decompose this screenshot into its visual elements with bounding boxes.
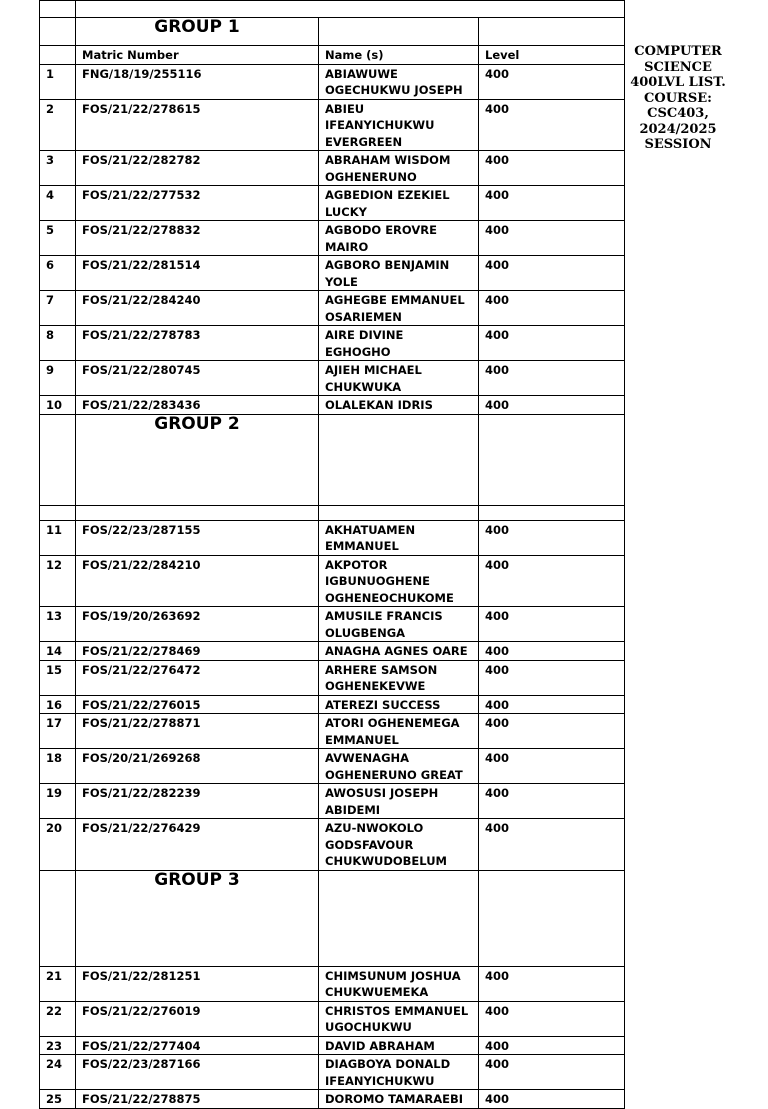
matric-number: FOS/21/22/278832 bbox=[76, 221, 319, 256]
matric-number: FOS/21/22/278615 bbox=[76, 99, 319, 151]
matric-number: FOS/21/22/277404 bbox=[76, 1036, 319, 1055]
student-name: OLALEKAN IDRIS bbox=[319, 396, 479, 415]
table-row bbox=[40, 151, 625, 186]
student-name: CHRISTOS EMMANUEL UGOCHUKWU bbox=[319, 1001, 479, 1036]
table-row bbox=[40, 326, 625, 361]
column-header-row bbox=[40, 46, 625, 65]
level: 400 bbox=[479, 642, 625, 661]
student-name: AGBEDION EZEKIEL LUCKY bbox=[319, 186, 479, 221]
serial-number: 25 bbox=[40, 1090, 76, 1109]
level: 400 bbox=[479, 1090, 625, 1109]
empty-cell bbox=[319, 414, 479, 505]
student-name: ABIEU IFEANYICHUKWU EVERGREEN bbox=[319, 99, 479, 151]
empty-cell bbox=[479, 505, 625, 520]
level: 400 bbox=[479, 1001, 625, 1036]
document-title-note: COMPUTER SCIENCE 400LVL LIST. COURSE: CSC403, 2024/2025 SESSION bbox=[630, 44, 726, 152]
table-row bbox=[40, 784, 625, 819]
serial-number: 19 bbox=[40, 784, 76, 819]
matric-number: FOS/19/20/263692 bbox=[76, 607, 319, 642]
student-name: AJIEH MICHAEL CHUKWUKA bbox=[319, 361, 479, 396]
level: 400 bbox=[479, 64, 625, 99]
level: 400 bbox=[479, 695, 625, 714]
student-name: AKHATUAMEN EMMANUEL bbox=[319, 520, 479, 555]
matric-number: FOS/21/22/280745 bbox=[76, 361, 319, 396]
matric-number: FOS/21/22/277532 bbox=[76, 186, 319, 221]
serial-number: 23 bbox=[40, 1036, 76, 1055]
level: 400 bbox=[479, 784, 625, 819]
matric-number: FOS/21/22/278875 bbox=[76, 1090, 319, 1109]
serial-number: 16 bbox=[40, 695, 76, 714]
empty-cell bbox=[479, 414, 625, 505]
matric-number: FOS/21/22/278783 bbox=[76, 326, 319, 361]
matric-number: FOS/21/22/282239 bbox=[76, 784, 319, 819]
empty-cell bbox=[479, 18, 625, 46]
empty-cell bbox=[76, 1, 625, 18]
empty-cell bbox=[40, 1, 76, 18]
group-title-row bbox=[40, 870, 625, 966]
level: 400 bbox=[479, 186, 625, 221]
serial-number: 4 bbox=[40, 186, 76, 221]
student-name: AMUSILE FRANCIS OLUGBENGA bbox=[319, 607, 479, 642]
matric-number: FOS/20/21/269268 bbox=[76, 749, 319, 784]
level: 400 bbox=[479, 256, 625, 291]
serial-number: 7 bbox=[40, 291, 76, 326]
matric-number: FOS/21/22/276429 bbox=[76, 819, 319, 871]
serial-number: 2 bbox=[40, 99, 76, 151]
table-row bbox=[40, 749, 625, 784]
serial-number: 11 bbox=[40, 520, 76, 555]
serial-number: 24 bbox=[40, 1055, 76, 1090]
level: 400 bbox=[479, 151, 625, 186]
table-row bbox=[40, 966, 625, 1001]
student-name: AGHEGBE EMMANUEL OSARIEMEN bbox=[319, 291, 479, 326]
table-row bbox=[40, 714, 625, 749]
table-row bbox=[40, 256, 625, 291]
student-list-table bbox=[39, 0, 625, 1109]
serial-number: 8 bbox=[40, 326, 76, 361]
matric-number: FOS/21/22/278871 bbox=[76, 714, 319, 749]
student-name: ATORI OGHENEMEGA EMMANUEL bbox=[319, 714, 479, 749]
level: 400 bbox=[479, 660, 625, 695]
blank-row bbox=[40, 505, 625, 520]
student-name: ANAGHA AGNES OARE bbox=[319, 642, 479, 661]
student-name: AZU-NWOKOLO GODSFAVOUR CHUKWUDOBELUM bbox=[319, 819, 479, 871]
serial-number: 1 bbox=[40, 64, 76, 99]
level: 400 bbox=[479, 749, 625, 784]
student-name: AKPOTOR IGBUNUOGHENE OGHENEOCHUKOME bbox=[319, 555, 479, 607]
matric-number: FOS/21/22/284240 bbox=[76, 291, 319, 326]
student-name: AVWENAGHA OGHENERUNO GREAT bbox=[319, 749, 479, 784]
serial-number: 12 bbox=[40, 555, 76, 607]
level-header: Level bbox=[479, 46, 625, 65]
matric-number: FOS/21/22/281251 bbox=[76, 966, 319, 1001]
matric-number: FOS/21/22/284210 bbox=[76, 555, 319, 607]
table-row bbox=[40, 1055, 625, 1090]
table-row bbox=[40, 695, 625, 714]
level: 400 bbox=[479, 966, 625, 1001]
serial-number: 21 bbox=[40, 966, 76, 1001]
table-row bbox=[40, 291, 625, 326]
table-row bbox=[40, 555, 625, 607]
student-name: DOROMO TAMARAEBI bbox=[319, 1090, 479, 1109]
matric-number: FOS/21/22/283436 bbox=[76, 396, 319, 415]
serial-number: 5 bbox=[40, 221, 76, 256]
table-row bbox=[40, 221, 625, 256]
table-row bbox=[40, 607, 625, 642]
table-row bbox=[40, 1036, 625, 1055]
student-name: ABIAWUWE OGECHUKWU JOSEPH bbox=[319, 64, 479, 99]
matric-number: FOS/21/22/281514 bbox=[76, 256, 319, 291]
student-name: CHIMSUNUM JOSHUA CHUKWUEMEKA bbox=[319, 966, 479, 1001]
level: 400 bbox=[479, 396, 625, 415]
serial-number: 6 bbox=[40, 256, 76, 291]
table-row bbox=[40, 99, 625, 151]
empty-cell bbox=[319, 18, 479, 46]
level: 400 bbox=[479, 714, 625, 749]
group-title-row bbox=[40, 18, 625, 46]
table-row bbox=[40, 520, 625, 555]
serial-number: 17 bbox=[40, 714, 76, 749]
group-title: GROUP 2 bbox=[76, 414, 319, 505]
group-title-row bbox=[40, 414, 625, 505]
empty-cell bbox=[40, 414, 76, 505]
matric-number: FOS/21/22/276015 bbox=[76, 695, 319, 714]
table-row bbox=[40, 660, 625, 695]
matric-number: FOS/21/22/278469 bbox=[76, 642, 319, 661]
matric-number: FOS/22/23/287166 bbox=[76, 1055, 319, 1090]
group-title: GROUP 1 bbox=[76, 18, 319, 46]
empty-cell bbox=[40, 505, 76, 520]
student-name: ATEREZI SUCCESS bbox=[319, 695, 479, 714]
serial-number: 18 bbox=[40, 749, 76, 784]
table-row bbox=[40, 186, 625, 221]
matric-number: FOS/21/22/276472 bbox=[76, 660, 319, 695]
serial-number: 13 bbox=[40, 607, 76, 642]
level: 400 bbox=[479, 520, 625, 555]
empty-cell bbox=[319, 870, 479, 966]
table-row bbox=[40, 1001, 625, 1036]
serial-number: 15 bbox=[40, 660, 76, 695]
serial-number: 10 bbox=[40, 396, 76, 415]
table-row bbox=[40, 1090, 625, 1109]
student-name: ABRAHAM WISDOM OGHENERUNO bbox=[319, 151, 479, 186]
table-row bbox=[40, 819, 625, 871]
serial-number: 22 bbox=[40, 1001, 76, 1036]
matric-number: FOS/21/22/276019 bbox=[76, 1001, 319, 1036]
table-row bbox=[40, 64, 625, 99]
serial-number: 20 bbox=[40, 819, 76, 871]
spacer-row bbox=[40, 1, 625, 18]
matric-number: FNG/18/19/255116 bbox=[76, 64, 319, 99]
group-title: GROUP 3 bbox=[76, 870, 319, 966]
empty-cell bbox=[479, 870, 625, 966]
empty-cell bbox=[40, 870, 76, 966]
level: 400 bbox=[479, 221, 625, 256]
student-name: DIAGBOYA DONALD IFEANYICHUKWU bbox=[319, 1055, 479, 1090]
student-name: AGBORO BENJAMIN YOLE bbox=[319, 256, 479, 291]
student-name: ARHERE SAMSON OGHENEKEVWE bbox=[319, 660, 479, 695]
table-row bbox=[40, 361, 625, 396]
serial-number: 9 bbox=[40, 361, 76, 396]
level: 400 bbox=[479, 291, 625, 326]
level: 400 bbox=[479, 607, 625, 642]
matric-number: FOS/21/22/282782 bbox=[76, 151, 319, 186]
table-row bbox=[40, 396, 625, 415]
table-row bbox=[40, 642, 625, 661]
matric-number-header: Matric Number bbox=[76, 46, 319, 65]
student-name: AGBODO EROVRE MAIRO bbox=[319, 221, 479, 256]
student-name: AIRE DIVINE EGHOGHO bbox=[319, 326, 479, 361]
level: 400 bbox=[479, 819, 625, 871]
empty-cell bbox=[40, 18, 76, 46]
student-name: AWOSUSI JOSEPH ABIDEMI bbox=[319, 784, 479, 819]
matric-number: FOS/22/23/287155 bbox=[76, 520, 319, 555]
empty-cell bbox=[40, 46, 76, 65]
empty-cell bbox=[319, 505, 479, 520]
level: 400 bbox=[479, 99, 625, 151]
level: 400 bbox=[479, 361, 625, 396]
serial-number: 14 bbox=[40, 642, 76, 661]
name-header: Name (s) bbox=[319, 46, 479, 65]
level: 400 bbox=[479, 555, 625, 607]
level: 400 bbox=[479, 326, 625, 361]
level: 400 bbox=[479, 1036, 625, 1055]
empty-cell bbox=[76, 505, 319, 520]
student-name: DAVID ABRAHAM bbox=[319, 1036, 479, 1055]
serial-number: 3 bbox=[40, 151, 76, 186]
level: 400 bbox=[479, 1055, 625, 1090]
